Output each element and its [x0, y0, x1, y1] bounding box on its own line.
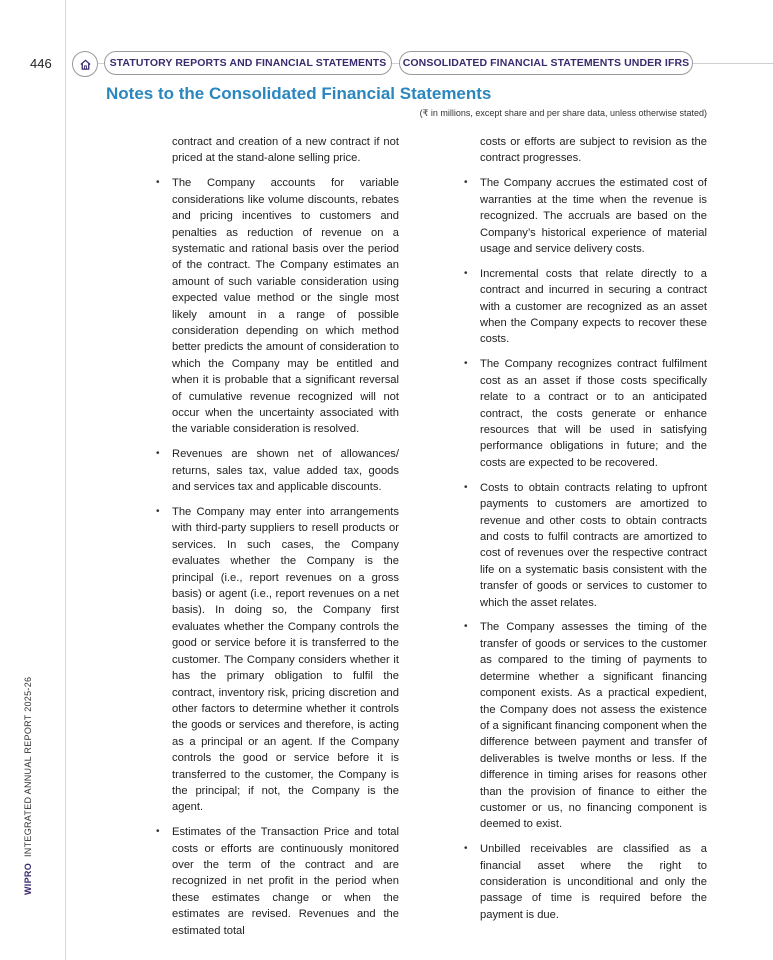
breadcrumb-section[interactable]: STATUTORY REPORTS AND FINANCIAL STATEMENTS — [104, 51, 392, 75]
list-item: • Estimates of the Transaction Price and total costs or efforts are continuously monitored over the term of the contract and are recognized in net profit in the period when these estimates change or when the estimates are revised. Revenues and the estimated total — [172, 824, 399, 939]
page-number: 446 — [30, 56, 52, 71]
left-bullet-list — [172, 175, 399, 939]
home-button[interactable] — [72, 51, 98, 77]
home-icon — [79, 58, 92, 71]
list-item: • The Company accrues the estimated cost of warranties at the time when the revenue is recognized. The accruals are based on the Company’s historical experience of material usage and service delivery costs. — [480, 175, 707, 257]
list-item: • The Company recognizes contract fulfilment cost as an asset if those costs specifically relate to a contract or to an anticipated contract, the costs generate or enhance resources that will be used in satisfying performance obligations in future; and the costs are expected to be recovered. — [480, 356, 707, 471]
left-column — [172, 134, 399, 939]
page-title: Notes to the Consolidated Financial Statements — [106, 84, 492, 103]
right-intro-paragraph: costs or efforts are subject to revision as the contract progresses. — [480, 136, 707, 165]
list-item: • Costs to obtain contracts relating to upfront payments to customers are amortized to revenue and other costs to obtain contracts and costs to fulfil contracts are amortized to cost of revenues over the respective contract life on a systematic basis consistent with the transfer of goods or services to customer to which the asset relates. — [480, 480, 707, 611]
report-name: INTEGRATED ANNUAL REPORT 2025-26 — [23, 676, 33, 857]
list-item: • The Company assesses the timing of the transfer of goods or services to the customer as compared to the timing of payments to determine whether a significant financing component exists. As a practical expedient, the Company does not assess the existence of a significant financing component when the difference between payment and transfer of deliverables is twelve months or less. If the difference in timing arises for reasons other than the provision of finance to either the customer or us, no financing component is deemed to exist. — [480, 619, 707, 832]
sidebar-report-label — [23, 677, 33, 895]
list-item: • The Company may enter into arrangements with third-party suppliers to resell products or services. In such cases, the Company evaluates whether the Company is the principal (i.e., report revenues on a gross basis) or agent (i.e., report revenues on a net basis). In doing so, the Company first evaluates whether the Company controls the good or service before it is transferred to the customer. The Company considers whether it has the primary obligation to fulfil the contract, inventory risk, pricing discretion and other factors to determine whether it controls the goods or services and therefore, is acting as a principal or an agent. If the Company controls the good or service before it is transferred to the customer, the Company is the principal; if not, the Company is the agent. — [172, 504, 399, 816]
breadcrumb-subsection[interactable]: CONSOLIDATED FINANCIAL STATEMENTS UNDER IFRS — [399, 51, 693, 75]
right-column — [480, 134, 707, 923]
right-bullet-list — [480, 175, 707, 923]
currency-note: (₹ in millions, except share and per share data, unless otherwise stated) — [419, 108, 707, 118]
list-item: • Incremental costs that relate directly to a contract and incurred in securing a contract with a customer are recognized as an asset when the Company expects to recover these costs. — [480, 266, 707, 348]
list-item: • The Company accounts for variable considerations like volume discounts, rebates and pricing incentives to customers and penalties as reduction of revenue on a systematic and rational basis over the period of the contract. The Company estimates an amount of such variable consideration using expected value method or the single most likely amount in a range of possible consideration depending on which method better predicts the amount of consideration to which the Company may be entitled and when it is probable that a significant reversal of cumulative revenue recognized will not occur when the uncertainty associated with the variable consideration is resolved. — [172, 175, 399, 438]
left-intro-paragraph: contract and creation of a new contract if not priced at the stand-alone selling price. — [172, 136, 399, 165]
brand-logo: WIPRO — [23, 863, 33, 895]
left-margin-rule — [65, 0, 66, 960]
list-item: • Revenues are shown net of allowances/ returns, sales tax, value added tax, goods and services tax and applicable discounts. — [172, 446, 399, 495]
list-item: • Unbilled receivables are classified as a financial asset where the right to consideration is unconditional and only the passage of time is required before the payment is due. — [480, 841, 707, 923]
